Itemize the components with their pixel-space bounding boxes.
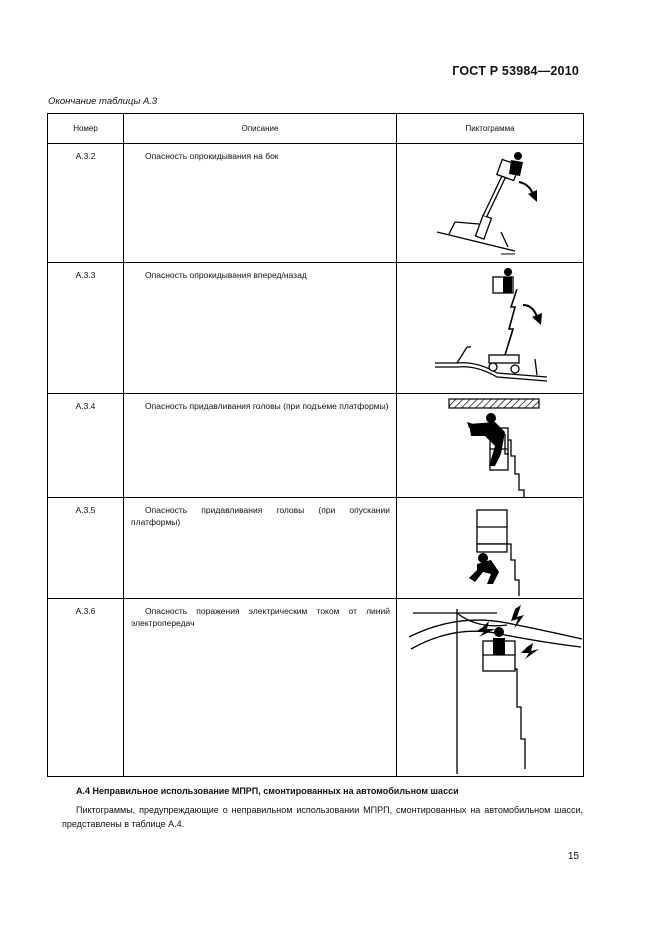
section-paragraph: Пиктограммы, предупреждающие о неправильном использовании МПРП, смонтированных на автомобильном шасси, представлены в таблице А.4. [62,805,583,829]
pictogram-cell [397,394,584,498]
table-row [48,144,584,263]
row-number: А.3.4 [48,394,124,498]
tip-over-forward-backward-icon [397,263,584,393]
head-crush-lowering-icon [397,498,584,598]
row-description: Опасность опрокидывания вперед/назад [124,263,397,394]
row-description: Опасность придавливания головы (при опускании платформы) [124,498,397,599]
pictogram-cell [397,263,584,394]
column-header-description: Описание [124,114,397,144]
pictogram-cell [397,599,584,777]
head-crush-raising-icon [397,394,584,497]
row-description: Опасность опрокидывания на бок [124,144,397,263]
table-row [48,498,584,599]
page-number: 15 [567,851,579,862]
pictogram-cell [397,144,584,263]
row-number: А.3.6 [48,599,124,777]
section-title: А.4 Неправильное использование МПРП, смонтированных на автомобильном шасси [76,786,459,796]
row-number: А.3.5 [48,498,124,599]
row-number: А.3.3 [48,263,124,394]
hazard-table [47,113,584,777]
column-header-pictogram: Пиктограмма [397,114,584,144]
row-description: Опасность придавливания головы (при подъеме платформы) [124,394,397,498]
row-description: Опасность поражения электрическим током от линий электропередач [124,599,397,777]
table-row [48,394,584,498]
table-row [48,263,584,394]
tip-over-sideways-icon [397,144,584,262]
electric-shock-powerlines-icon [397,599,584,776]
table-caption: Окончание таблицы А.3 [48,96,158,107]
pictogram-cell [397,498,584,599]
table-row [48,599,584,777]
table-header-row [48,114,584,144]
row-number: А.3.2 [48,144,124,263]
standard-code: ГОСТ Р 53984—2010 [452,64,579,78]
column-header-number: Номер [48,114,124,144]
